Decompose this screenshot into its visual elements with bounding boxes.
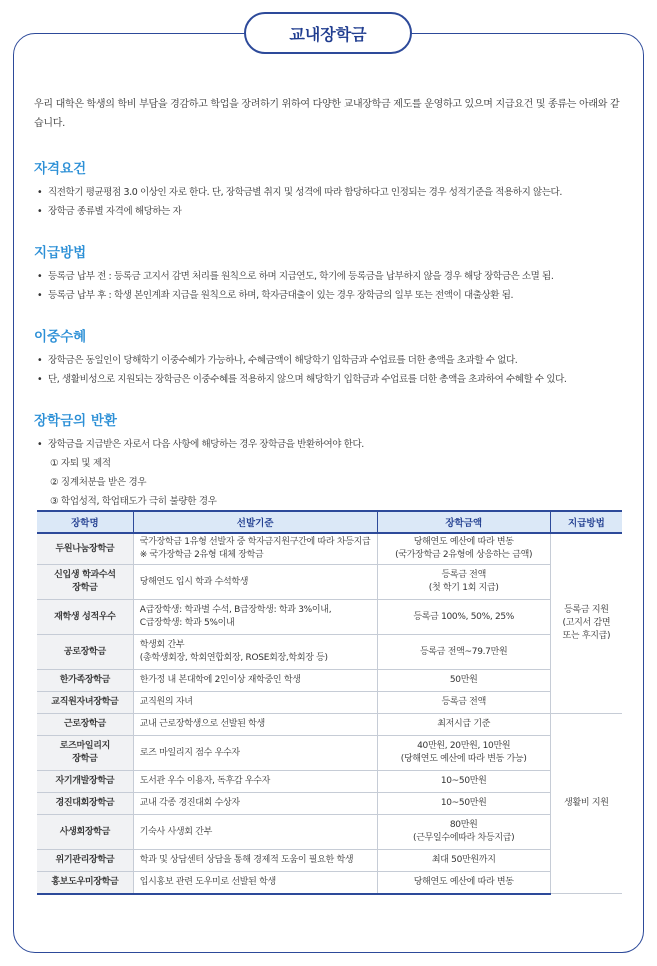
- scholarship-amount: 등록금 100%, 50%, 25%: [377, 600, 550, 635]
- section-title-payment: 지급방법: [34, 245, 87, 261]
- scholarship-amount: 10~50만원: [377, 771, 550, 793]
- selection-criteria: 교직원의 자녀: [133, 692, 377, 714]
- scholarship-name: 근로장학금: [37, 714, 133, 736]
- scholarship-amount: 등록금 전액 (첫 학기 1회 지급): [377, 565, 550, 600]
- scholarship-table: [37, 510, 622, 895]
- table-row: [37, 600, 622, 635]
- list-item: • 등록금 납부 전 : 등록금 고지서 감면 처리를 원칙으로 하며 지급연도, 학기에 등록금을 납부하지 않을 경우 해당 장학금은 소멸 됨.: [34, 267, 624, 286]
- scholarship-amount: 최저시급 기준: [377, 714, 550, 736]
- intro-text: 우리 대학은 학생의 학비 부담을 경감하고 학업을 장려하기 위하여 다양한 교내장학금 제도를 운영하고 있으며 지급요건 및 종류는 아래와 같습니다.: [34, 99, 620, 129]
- table-row: [37, 850, 622, 872]
- table-row: [37, 635, 622, 670]
- selection-criteria: 기숙사 사생회 간부: [133, 815, 377, 850]
- payment-method-living: 생활비 지원: [550, 714, 622, 894]
- scholarship-amount: 80만원 (근무일수에따라 차등지급): [377, 815, 550, 850]
- content-area: [34, 95, 624, 511]
- page-title: 교내장학금: [244, 12, 412, 54]
- list-item: • 장학금을 지급받은 자로서 다음 사항에 해당하는 경우 장학금을 반환하여야 한다.: [34, 435, 624, 454]
- table-row: [37, 736, 622, 771]
- scholarship-amount: 10~50만원: [377, 793, 550, 815]
- list-item: • 등록금 납부 후 : 학생 본인계좌 지급을 원칙으로 하며, 학자금대출이 있는 경우 장학금의 일부 또는 전액이 대출상환 됨.: [34, 286, 624, 305]
- selection-criteria: 입시홍보 관련 도우미로 선발된 학생: [133, 872, 377, 894]
- section-title-qualification: 자격요건: [34, 161, 87, 177]
- header-method: 지급방법: [550, 511, 622, 533]
- selection-criteria: 도서관 우수 이용자, 독후감 우수자: [133, 771, 377, 793]
- table-row: [37, 771, 622, 793]
- selection-criteria: A급장학생: 학과별 수석, B급장학생: 학과 3%이내, C급장학생: 학과 5%이내: [133, 600, 377, 635]
- scholarship-name: 신입생 학과수석 장학금: [37, 565, 133, 600]
- list-item: • 장학금은 동일인이 당해학기 이중수혜가 가능하나, 수혜금액이 해당학기 입학금과 수업료를 더한 총액을 초과할 수 없다.: [34, 351, 624, 370]
- table-row: [37, 872, 622, 894]
- scholarship-name: 자기개발장학금: [37, 771, 133, 793]
- scholarship-name: 한가족장학금: [37, 670, 133, 692]
- payment-list: [34, 267, 624, 305]
- refund-list: [34, 435, 624, 454]
- list-item: • 장학금 종류별 자격에 해당하는 자: [34, 202, 624, 221]
- selection-criteria: 학생회 간부 (총학생회장, 학회연합회장, ROSE회장,학회장 등): [133, 635, 377, 670]
- scholarship-name: 재학생 성적우수: [37, 600, 133, 635]
- section-title-double: 이중수혜: [34, 329, 87, 345]
- scholarship-name: 사생회장학금: [37, 815, 133, 850]
- scholarship-amount: 당해연도 예산에 따라 변동 (국가장학금 2유형에 상응하는 금액): [377, 533, 550, 565]
- table-row: [37, 793, 622, 815]
- table-row: [37, 815, 622, 850]
- header-criteria: 선발기준: [133, 511, 377, 533]
- section-title-refund: 장학금의 반환: [34, 413, 117, 429]
- selection-criteria: 학과 및 상담센터 상담을 통해 경제적 도움이 필요한 학생: [133, 850, 377, 872]
- table-row: [37, 714, 622, 736]
- selection-criteria: 한가정 내 본대학에 2인이상 재학중인 학생: [133, 670, 377, 692]
- scholarship-amount: 등록금 전액~79.7만원: [377, 635, 550, 670]
- scholarship-name: 교직원자녀장학금: [37, 692, 133, 714]
- double-list: [34, 351, 624, 389]
- scholarship-amount: 최대 50만원까지: [377, 850, 550, 872]
- selection-criteria: 교내 각종 경진대회 수상자: [133, 793, 377, 815]
- scholarship-amount: 40만원, 20만원, 10만원 (당해연도 예산에 따라 변동 가능): [377, 736, 550, 771]
- scholarship-name: 로즈마일리지 장학금: [37, 736, 133, 771]
- header-amount: 장학금액: [377, 511, 550, 533]
- sub-item: ① 자퇴 및 제적: [50, 458, 111, 469]
- payment-method-tuition: 등록금 지원 (고지서 감면 또는 후지급): [550, 533, 622, 714]
- scholarship-name: 위기관리장학금: [37, 850, 133, 872]
- selection-criteria: 국가장학금 1유형 선발자 중 학자금지원구간에 따라 차등지급 ※ 국가장학금 2유형 대체 장학금: [133, 533, 377, 565]
- selection-criteria: 당해연도 입시 학과 수석학생: [133, 565, 377, 600]
- table-header-row: [37, 511, 622, 533]
- selection-criteria: 교내 근로장학생으로 선발된 학생: [133, 714, 377, 736]
- scholarship-name: 두원나눔장학금: [37, 533, 133, 565]
- scholarship-name: 홍보도우미장학금: [37, 872, 133, 894]
- table-row: [37, 533, 622, 565]
- scholarship-amount: 등록금 전액: [377, 692, 550, 714]
- scholarship-name: 경진대회장학금: [37, 793, 133, 815]
- scholarship-name: 공로장학금: [37, 635, 133, 670]
- table-row: [37, 692, 622, 714]
- table-row: [37, 565, 622, 600]
- scholarship-amount: 50만원: [377, 670, 550, 692]
- list-item: • 직전학기 평균평점 3.0 이상인 자로 한다. 단, 장학금별 취지 및 성격에 따라 합당하다고 인정되는 경우 성적기준을 적용하지 않는다.: [34, 183, 624, 202]
- refund-sub-list: [50, 454, 624, 511]
- selection-criteria: 로즈 마일리지 점수 우수자: [133, 736, 377, 771]
- table-row: [37, 670, 622, 692]
- sub-item: ③ 학업성적, 학업태도가 극히 불량한 경우: [50, 496, 217, 507]
- header-name: 장학명: [37, 511, 133, 533]
- sub-item: ② 징계처분을 받은 경우: [50, 477, 147, 488]
- list-item: • 단, 생활비성으로 지원되는 장학금은 이중수혜를 적용하지 않으며 해당학기 입학금과 수업료를 더한 총액을 초과하여 수혜할 수 있다.: [34, 370, 624, 389]
- scholarship-amount: 당해연도 예산에 따라 변동: [377, 872, 550, 894]
- qualification-list: [34, 183, 624, 221]
